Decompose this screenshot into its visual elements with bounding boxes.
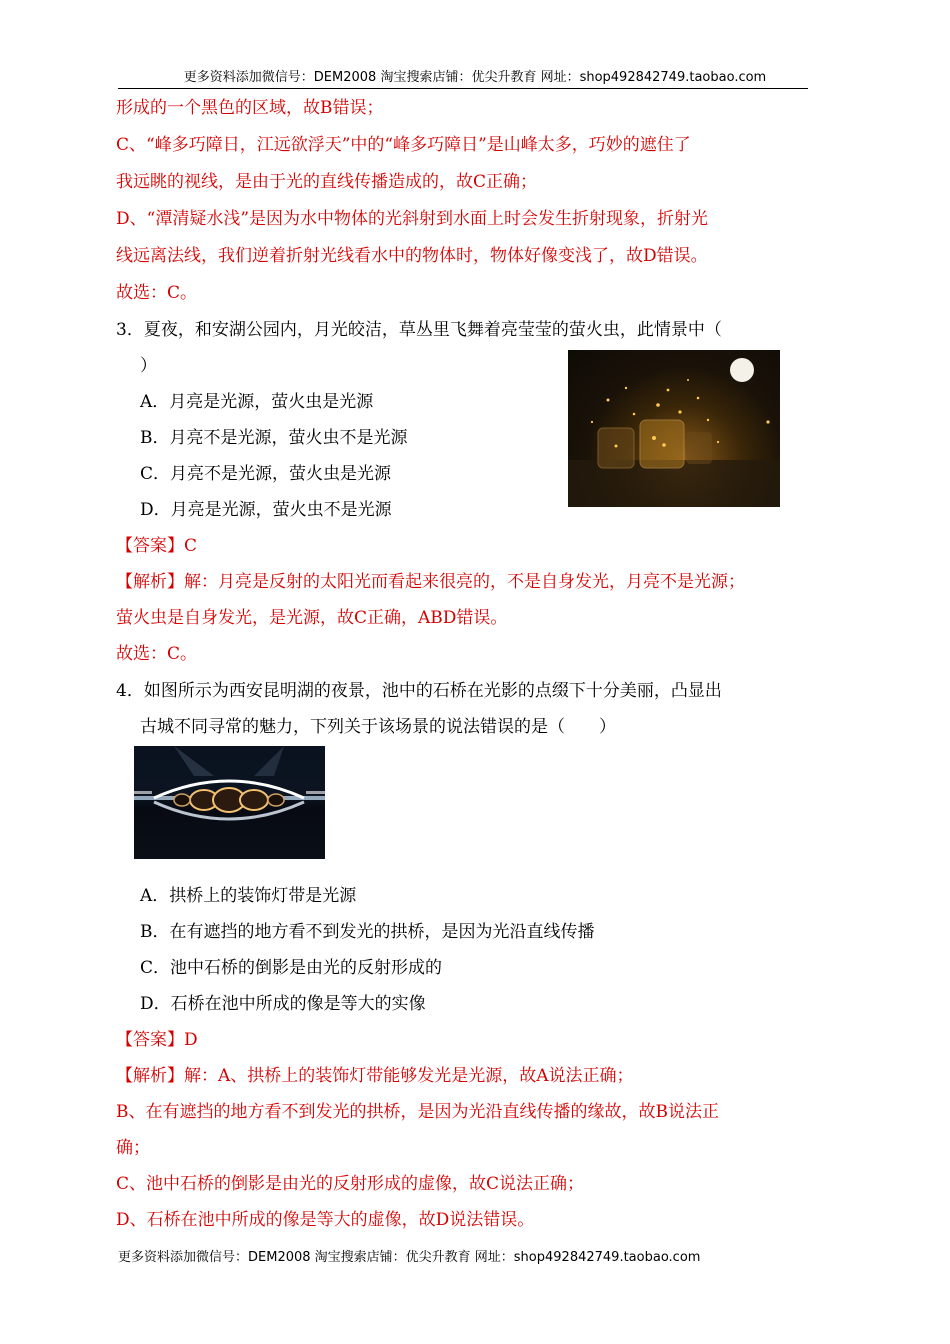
page-header: 更多资料添加微信号：DEM2008 淘宝搜索店铺：优尖升教育 网址：shop492842749.taobao.com — [183, 70, 767, 85]
q3-stem-cont: ） — [140, 356, 157, 376]
answer-tag: 【答案】 — [116, 1030, 184, 1050]
q3-conclusion: 故选：C。 — [116, 644, 198, 664]
analysis-tag: 【解析】 — [116, 572, 184, 592]
q3-option-a: A．月亮是光源，萤火虫是光源 — [140, 392, 374, 412]
firefly-photo — [568, 350, 780, 507]
bridge-photo — [134, 746, 325, 859]
q4-analysis-cont: B、在有遮挡的地方看不到发光的拱桥，是因为光沿直线传播的缘故，故B说法正 — [116, 1102, 719, 1122]
q4-stem-cont: 古城不同寻常的魅力，下列关于该场景的说法错误的是（ ） — [140, 717, 616, 737]
analysis-text: 解：月亮是反射的太阳光而看起来很亮的，不是自身发光，月亮不是光源； — [184, 572, 745, 592]
q3-analysis-cont: 萤火虫是自身发光，是光源，故C正确，ABD错误。 — [116, 608, 508, 628]
q4-option-d: D．石桥在池中所成的像是等大的实像 — [140, 994, 426, 1014]
bridge-illustration — [134, 746, 325, 859]
q4-answer — [116, 1028, 198, 1052]
q3-answer — [116, 534, 197, 558]
firefly-illustration — [568, 350, 780, 507]
prev-explanation-line: 线远离法线，我们逆着折射光线看水中的物体时，物体好像变浅了，故D错误。 — [116, 246, 708, 266]
q4-option-b: B．在有遮挡的地方看不到发光的拱桥，是因为光沿直线传播 — [140, 922, 595, 942]
prev-explanation-line: D、“潭清疑水浅”是因为水中物体的光斜射到水面上时会发生折射现象，折射光 — [116, 209, 709, 229]
q4-analysis-cont: C、池中石桥的倒影是由光的反射形成的虚像，故C说法正确； — [116, 1174, 585, 1194]
prev-explanation-line: 我远眺的视线，是由于光的直线传播造成的，故C正确； — [116, 172, 538, 192]
analysis-tag: 【解析】 — [116, 1066, 184, 1086]
answer-value: D — [184, 1030, 198, 1050]
q4-analysis — [116, 1064, 634, 1088]
answer-tag: 【答案】 — [116, 536, 184, 556]
q3-option-c: C．月亮不是光源，萤火虫是光源 — [140, 464, 392, 484]
q3-option-d: D．月亮是光源，萤火虫不是光源 — [140, 500, 392, 520]
q4-stem: 4．如图所示为西安昆明湖的夜景，池中的石桥在光影的点缀下十分美丽，凸显出 — [116, 681, 722, 701]
q3-option-b: B．月亮不是光源，萤火虫不是光源 — [140, 428, 408, 448]
prev-explanation-line: C、“峰多巧障日，江远欲浮天”中的“峰多巧障日”是山峰太多，巧妙的遮住了 — [116, 135, 691, 155]
q4-analysis-cont: D、石桥在池中所成的像是等大的虚像，故D说法错误。 — [116, 1210, 535, 1230]
q3-stem: 3．夏夜，和安湖公园内，月光皎洁，草丛里飞舞着亮莹莹的萤火虫，此情景中（ — [116, 320, 722, 340]
page-footer: 更多资料添加微信号：DEM2008 淘宝搜索店铺：优尖升教育 网址：shop492842749.taobao.com — [118, 1250, 701, 1265]
prev-conclusion: 故选：C。 — [116, 283, 198, 303]
q3-analysis — [116, 570, 745, 594]
q4-option-a: A．拱桥上的装饰灯带是光源 — [140, 886, 357, 906]
header-divider — [118, 88, 808, 89]
answer-value: C — [184, 536, 198, 556]
prev-explanation-line: 形成的一个黑色的区域，故B错误； — [116, 98, 384, 118]
analysis-text: 解：A、拱桥上的装饰灯带能够发光是光源，故A说法正确； — [184, 1066, 634, 1086]
q4-option-c: C．池中石桥的倒影是由光的反射形成的 — [140, 958, 443, 978]
q4-analysis-cont: 确； — [116, 1138, 150, 1158]
